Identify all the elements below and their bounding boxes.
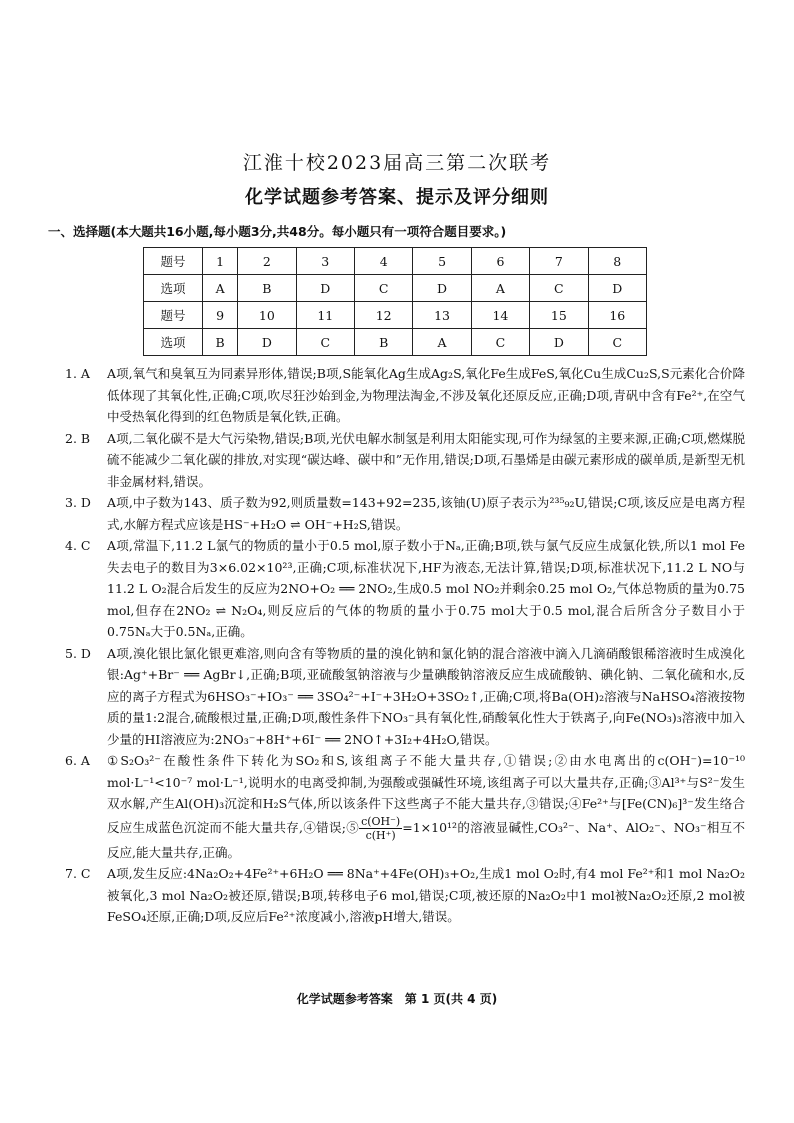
table-cell: C: [530, 275, 588, 302]
item-text: A项,二氧化碳不是大气污染物,错误;B项,光伏电解水制氢是利用太阳能实现,可作为绿氢的主要来源,正确;C项,燃煤脱硫不能减少二氧化碳的排放,对实现“碳达峰、碳中和”无作用,错误;D项,石墨烯是由碳元素形成的碳单质,是新型无机非金属材料,错误。: [107, 430, 745, 489]
table-cell: A: [471, 275, 529, 302]
page-footer: 化学试题参考答案 第 1 页(共 4 页): [296, 992, 498, 1006]
fraction-numerator: c(OH⁻): [361, 814, 401, 828]
table-cell: C: [588, 329, 646, 356]
table-row: [144, 302, 647, 329]
table-cell: C: [296, 329, 354, 356]
item-number: 2. B: [65, 430, 91, 446]
item-number: 4. C: [65, 538, 91, 553]
table-cell: D: [588, 275, 646, 302]
table-cell: 4: [354, 248, 412, 275]
item-text-before: ①S₂O₃²⁻在酸性条件下转化为SO₂和S,该组离子不能大量共存,①错误;②由水电离出的c(OH⁻)=10⁻¹⁰ mol·L⁻¹<10⁻⁷ mol·L⁻¹,说明水的电离受抑制,为强酸或强碱性环境,该组离子可以大量共存,正确;③Al³⁺与S²⁻发生双水解,产生Al(OH)₃沉淀和H₂S气体,所以该条件下这些离子不能大量共存,③错误;④Fe²⁺与[Fe(CN)₆]³⁻发生络合反应生成蓝色沉淀而不能大量共存,④错误;⑤: [107, 753, 745, 835]
table-cell: 8: [588, 248, 646, 275]
table-cell: B: [238, 275, 296, 302]
table-row: [144, 275, 647, 302]
table-cell: 12: [354, 302, 412, 329]
table-cell: C: [354, 275, 412, 302]
table-cell: A: [413, 329, 471, 356]
table-cell: 5: [413, 248, 471, 275]
table-cell: 10: [238, 302, 296, 329]
table-cell: 1: [203, 248, 238, 275]
table-cell: 13: [413, 302, 471, 329]
table-cell: D: [238, 329, 296, 356]
table-cell: 3: [296, 248, 354, 275]
row-label: 题号: [144, 302, 203, 329]
item-text-after: =1×10¹²的溶液显碱性,CO₃²⁻、Na⁺、AlO₂⁻、NO₃⁻相互不反应,能大量共存,正确。: [107, 819, 745, 860]
row-label: 选项: [144, 329, 203, 356]
item-text: A项,常温下,11.2 L氯气的物质的量小于0.5 mol,原子数小于Nₐ,正确;B项,铁与氯气反应生成氯化铁,所以1 mol Fe失去电子的数目为3×6.02×10²³,正确;C项,标准状况下,HF为液态,无法计算,错误;D项,标准状况下,11.2 L NO与11.2 L O₂混合后发生的反应为2NO+O₂ ══ 2NO₂,生成0.5 mol NO₂并剩余0.25 mol O₂,气体总物质的量为0.75 mol,但存在2NO₂ ⇌ N₂O₄,则反应后的气体的物质的量小于0.75 mol大于0.5 mol,混合后所含分子数目小于0.75Nₐ大于0.5Nₐ,正确。: [107, 538, 745, 639]
table-cell: 15: [530, 302, 588, 329]
document-title: 江淮十校2023届高三第二次联考: [242, 152, 552, 174]
explanation-item-3: [65, 492, 745, 535]
table-cell: C: [471, 329, 529, 356]
explanation-item-6: [65, 750, 745, 863]
item-text: [107, 750, 745, 863]
item-number: 5. D: [65, 645, 91, 661]
table-cell: D: [413, 275, 471, 302]
table-row: [144, 248, 647, 275]
table-cell: 7: [530, 248, 588, 275]
document-subtitle: 化学试题参考答案、提示及评分细则: [245, 187, 549, 208]
table-cell: 6: [471, 248, 529, 275]
item-number: 7. C: [65, 866, 91, 881]
explanation-list: [65, 363, 745, 928]
item-number: 3. D: [65, 495, 91, 510]
answer-table: [143, 247, 647, 356]
section-heading: 一、选择题(本大题共16小题,每小题3分,共48分。每小题只有一项符合题目要求。): [48, 224, 507, 239]
table-cell: 16: [588, 302, 646, 329]
row-label: 选项: [144, 275, 203, 302]
table-cell: 11: [296, 302, 354, 329]
fraction-denominator: c(H⁺): [365, 828, 396, 842]
table-cell: D: [530, 329, 588, 356]
table-cell: D: [296, 275, 354, 302]
table-cell: 9: [203, 302, 238, 329]
explanation-item-1: [65, 363, 745, 428]
explanation-item-2: [65, 428, 745, 493]
item-text: A项,中子数为143、质子数为92,则质量数=143+92=235,该铀(U)原子表示为²³⁵₉₂U,错误;C项,该反应是电离方程式,水解方程式应该是HS⁻+H₂O ⇌ OH⁻+H₂S,错误。: [107, 495, 745, 532]
item-text: A项,氧气和臭氧互为同素异形体,错误;B项,S能氧化Ag生成Ag₂S,氧化Fe生成FeS,氧化Cu生成Cu₂S,S元素化合价降低体现了其氧化性,正确;C项,吹尽狂沙始到金,为物理法淘金,不涉及氧化还原反应,正确;D项,青矾中含有Fe²⁺,在空气中受热氧化得到的红色物质是氧化铁,正确。: [107, 366, 745, 424]
item-text: A项,溴化银比氯化银更难溶,则向含有等物质的量的溴化钠和氯化钠的混合溶液中滴入几滴硝酸银稀溶液时生成溴化银:Ag⁺+Br⁻ ══ AgBr↓,正确;B项,亚硫酸氢钠溶液与少量碘酸钠溶液反应生成硫酸钠、碘化钠、二氧化硫和水,反应的离子方程式为6HSO₃⁻+IO₃⁻ ══ 3SO₄²⁻+I⁻+3H₂O+3SO₂↑,正确;C项,将Ba(OH)₂溶液与NaHSO₄溶液按物质的量1:2混合,硫酸根过量,正确;D项,酸性条件下NO₃⁻具有氧化性,硝酸氧化性大于铁离子,向Fe(NO₃)₃溶液中加入少量的HI溶液应为:2NO₃⁻+8H⁺+6I⁻ ══ 2NO↑+3I₂+4H₂O,错误。: [107, 645, 745, 747]
row-label: 题号: [144, 248, 203, 275]
table-cell: B: [203, 329, 238, 356]
table-row: [144, 329, 647, 356]
item-text: A项,发生反应:4Na₂O₂+4Fe²⁺+6H₂O ══ 8Na⁺+4Fe(OH)₃+O₂,生成1 mol O₂时,有4 mol Fe²⁺和1 mol Na₂O₂被氧化,3 mol Na₂O₂被还原,错误;B项,转移电子6 mol,错误;C项,被还原的Na₂O₂中1 mol被Na₂O₂还原,2 mol被FeSO₄还原,正确;D项,反应后Fe²⁺浓度减小,溶液pH增大,错误。: [107, 866, 745, 924]
fraction: [359, 815, 402, 842]
explanation-item-7: [65, 863, 745, 928]
table-cell: B: [354, 329, 412, 356]
explanation-item-4: [65, 535, 745, 643]
explanation-item-5: [65, 643, 745, 751]
item-number: 1. A: [65, 366, 90, 381]
table-cell: 2: [238, 248, 296, 275]
table-cell: 14: [471, 302, 529, 329]
table-cell: A: [203, 275, 238, 302]
item-number: 6. A: [65, 753, 90, 768]
